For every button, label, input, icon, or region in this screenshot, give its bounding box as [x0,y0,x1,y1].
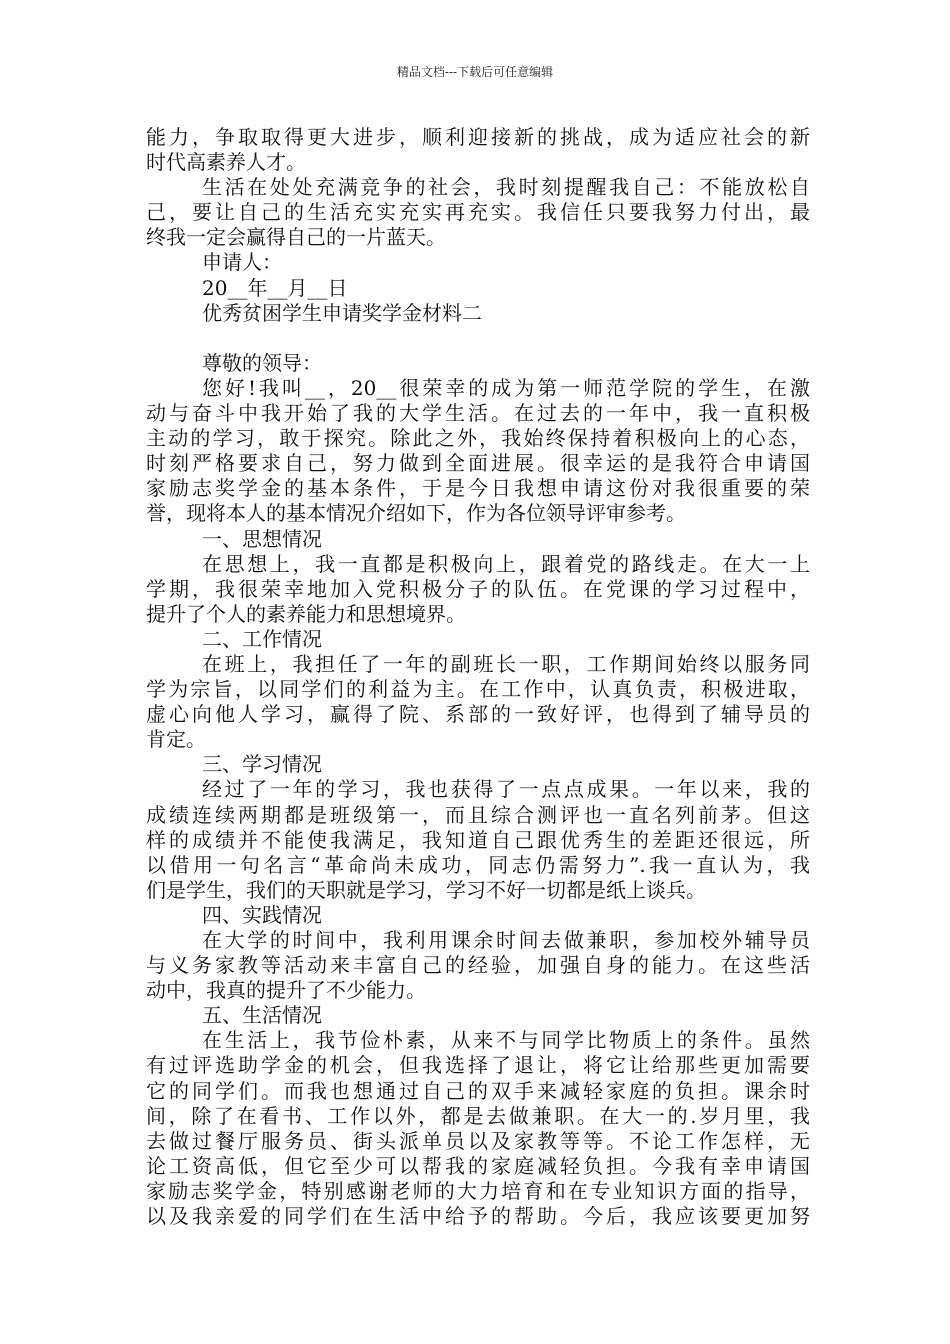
text-line: 二、工作情况 [202,626,322,651]
paragraph [146,627,810,652]
text-line: 三、学习情况 [202,752,322,777]
paragraph [146,1028,810,1229]
paragraph [146,276,810,301]
text-line: 誉，现将本人的基本情况介绍如下，作为各位领导评审参考。 [146,501,686,526]
text-line: 家励志奖学金，特别感谢老师的大力培育和在专业知识方面的指导， [146,1178,810,1203]
text-line: 在班上，我担任了一年的副班长一职，工作期间始终以服务同 [202,651,810,676]
text-line: 以及我亲爱的同学们在生活中给予的帮助。今后，我应该要更加努 [146,1204,810,1229]
text-line: 间，除了在看书、工作以外，都是去做兼职。在大一的.岁月里，我 [146,1103,810,1128]
paragraph [146,752,810,777]
paragraph [146,1003,810,1028]
text-line: 能力，争取取得更大进步，顺利迎接新的挑战，成为适应社会的新 [146,125,810,149]
text-line: 四、实践情况 [202,902,322,927]
text-line: 生活在处处充满竞争的社会，我时刻提醒我自己：不能放松自 [202,175,810,200]
text-line: 有过评选助学金的机会，但我选择了退让，将它让给那些更加需要 [146,1053,810,1078]
paragraph [146,552,810,627]
text-line: 时刻严格要求自己，努力做到全面进展。很幸运的是我符合申请国 [146,451,810,476]
paragraph [146,301,810,326]
paragraph [146,903,810,928]
text-line: 优秀贫困学生申请奖学金材料二 [202,300,482,325]
text-line: 学为宗旨，以同学们的利益为主。在工作中，认真负责，积极进取， [146,677,810,702]
text-line [146,326,810,351]
text-line: 在大学的时间中，我利用课余时间去做兼职，参加校外辅导员 [202,928,810,952]
text-line: 去做过餐厅服务员、街头派单员以及家教等等。不论工作怎样，无 [146,1128,810,1153]
text-line: 成绩连续两期都是班级第一，而且综合测评也一直名列前茅。但这 [146,802,810,827]
paragraph [146,175,810,250]
text-line: 五、生活情况 [202,1003,322,1028]
text-line: 动中，我真的提升了不少能力。 [146,978,426,1003]
text-line: 样的成绩并不能使我满足，我知道自己跟优秀生的差距还很远，所 [146,827,810,852]
text-line: 时代高素养人才。 [146,150,306,175]
text-line: 虚心向他人学习，赢得了院、系部的一致好评，也得到了辅导员的 [146,702,810,727]
text-line: 在生活上，我节俭朴素，从来不与同学比物质上的条件。虽然 [202,1028,810,1053]
paragraph [146,326,810,351]
text-line: 动与奋斗中我开始了我的大学生活。在过去的一年中，我一直积极 [146,401,810,426]
paragraph [146,777,810,902]
text-line: 经过了一年的学习，我也获得了一点点成果。一年以来，我的 [202,777,810,802]
text-line: 论工资高低，但它至少可以帮我的家庭减轻负担。今我有幸申请国 [146,1153,810,1178]
text-line: 肯定。 [146,727,206,752]
text-line: 主动的学习，敢于探究。除此之外，我始终保持着积极向上的心态， [146,426,810,451]
paragraph [146,351,810,376]
text-line: 提升了个人的素养能力和思想境界。 [146,601,466,626]
text-line: 终我一定会赢得自己的一片蓝天。 [146,225,446,250]
paragraph [146,125,810,175]
text-line: 您好!我叫__，20__很荣幸的成为第一师范学院的学生，在激 [202,375,810,400]
text-line: 20__年__月__日 [202,275,348,300]
text-line: 己，要让自己的生活充实充实再充实。我信任只要我努力付出，最 [146,200,810,225]
text-line: 们是学生，我们的天职就是学习，学习不好一切都是纸上谈兵。 [146,877,706,902]
document-body [146,125,810,1229]
text-line: 与义务家教等活动来丰富自己的经验，加强自身的能力。在这些活 [146,953,810,978]
text-line: 申请人： [202,250,282,275]
paragraph [146,250,810,275]
text-line: 在思想上，我一直都是积极向上，跟着党的路线走。在大一上 [202,551,810,576]
text-line: 以借用一句名言“革命尚未成功，同志仍需努力”.我一直认为，我 [146,852,810,877]
text-line: 家励志奖学金的基本条件，于是今日我想申请这份对我很重要的荣 [146,476,810,501]
paragraph [146,376,810,527]
paragraph [146,652,810,752]
text-line: 一、思想情况 [202,526,322,551]
page-header: 精品文档---下载后可任意编辑 [396,65,554,79]
paragraph [146,928,810,1003]
paragraph [146,527,810,552]
text-line: 它的同学们。而我也想通过自己的双手来减轻家庭的负担。课余时 [146,1078,810,1103]
text-line: 尊敬的领导： [202,350,322,375]
text-line: 学期，我很荣幸地加入党积极分子的队伍。在党课的学习过程中， [146,576,810,601]
